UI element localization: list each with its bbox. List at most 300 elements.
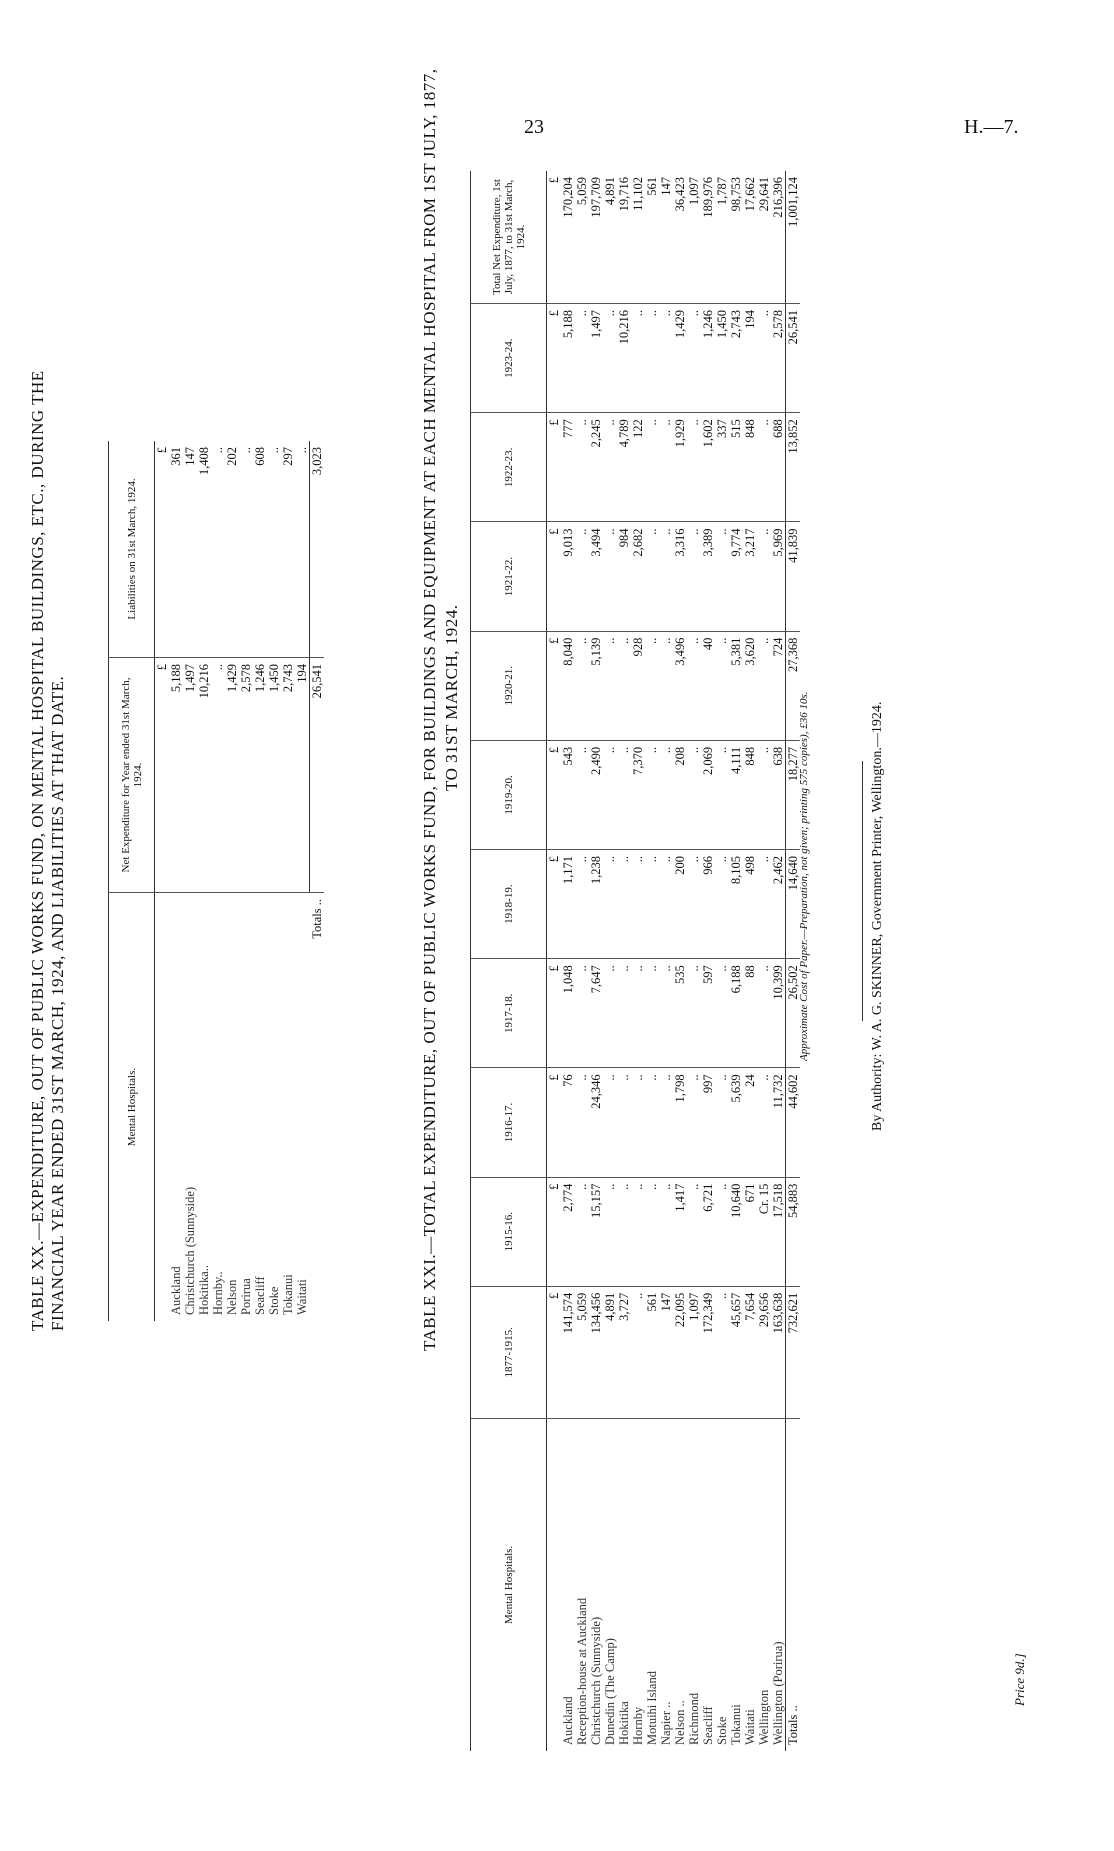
table20-unit-liab: £ — [155, 441, 170, 657]
value-cell: 561 — [645, 1286, 659, 1418]
value-cell: .. — [617, 631, 631, 740]
value-cell: 163,638 — [771, 1286, 786, 1418]
value-cell: 2,462 — [771, 850, 786, 959]
value-cell: 2,774 — [561, 1177, 575, 1286]
value-cell: 76 — [561, 1068, 575, 1177]
value-cell: .. — [687, 304, 701, 413]
value-cell: .. — [687, 522, 701, 631]
value-cell: 1,450 — [715, 304, 729, 413]
table21-unit: £ — [547, 1177, 562, 1286]
value-cell: .. — [687, 1177, 701, 1286]
table-row — [701, 171, 715, 1751]
value-cell: 3,389 — [701, 522, 715, 631]
value-cell: 17,662 — [743, 171, 757, 304]
table21-unit: £ — [547, 171, 562, 304]
total-cell: 1,001,124 — [786, 171, 801, 304]
table21-unit: £ — [547, 631, 562, 740]
hospital-name: Motuihi Island — [645, 1671, 659, 1745]
hospital-name: Hornby — [631, 1706, 645, 1745]
value-cell: 1,497 — [589, 304, 603, 413]
value-cell: .. — [659, 740, 673, 849]
price-note: Price 9d.] — [1012, 1653, 1027, 1706]
value-cell: .. — [687, 740, 701, 849]
liability-cell: .. — [267, 441, 281, 657]
value-cell: 197,709 — [589, 171, 603, 304]
value-cell: .. — [715, 631, 729, 740]
value-cell: 688 — [771, 413, 786, 522]
value-cell: .. — [645, 631, 659, 740]
value-cell: 671 — [743, 1177, 757, 1286]
value-cell: 134,456 — [589, 1286, 603, 1418]
table20-col-liabilities: Liabilities on 31st March, 1924. — [109, 441, 155, 657]
value-cell: .. — [659, 1068, 673, 1177]
value-cell: 848 — [743, 413, 757, 522]
value-cell: 6,721 — [701, 1177, 715, 1286]
value-cell: 1,929 — [673, 413, 687, 522]
table20-title: TABLE XX.—EXPENDITURE, OUT OF PUBLIC WORKS FUND, ON MENTAL HOSPITAL BUILDINGS, ETC., DURING THE FINANCIAL YEAR ENDED 31ST MARCH, 1924, AND LIABILITIES AT THAT DATE. — [28, 370, 67, 1331]
value-cell: .. — [575, 740, 589, 849]
document-reference: H.—7. — [964, 116, 1019, 138]
hospital-name: Stoke — [267, 1286, 281, 1315]
table20-total-liab: 3,023 — [310, 441, 325, 657]
value-cell: .. — [659, 413, 673, 522]
value-cell: 1,048 — [561, 959, 575, 1068]
value-cell: .. — [645, 304, 659, 413]
value-cell: 1,429 — [673, 304, 687, 413]
value-cell: 638 — [771, 740, 786, 849]
value-cell: 337 — [715, 413, 729, 522]
table-row — [589, 171, 603, 1751]
hospital-name: Auckland — [169, 1266, 183, 1315]
value-cell: 597 — [701, 959, 715, 1068]
table-row — [673, 171, 687, 1751]
value-cell: 561 — [645, 171, 659, 304]
value-cell: 2,682 — [631, 522, 645, 631]
value-cell: .. — [687, 850, 701, 959]
hospital-name: Nelson — [225, 1279, 239, 1315]
total-cell: 41,839 — [786, 522, 801, 631]
table21-col-header: 1918-19. — [471, 850, 547, 959]
expenditure-cell: 1,450 — [267, 657, 281, 892]
total-cell: 54,883 — [786, 1177, 801, 1286]
total-cell: 44,602 — [786, 1068, 801, 1177]
table-row — [281, 441, 295, 1321]
value-cell: .. — [603, 740, 617, 849]
liability-cell: 297 — [281, 441, 295, 657]
value-cell: 45,657 — [729, 1286, 743, 1418]
value-cell: .. — [575, 850, 589, 959]
value-cell: 24,346 — [589, 1068, 603, 1177]
value-cell: 7,647 — [589, 959, 603, 1068]
table-row — [743, 171, 757, 1751]
value-cell: .. — [757, 1068, 771, 1177]
value-cell: 189,976 — [701, 171, 715, 304]
total-cell: 13,852 — [786, 413, 801, 522]
value-cell: .. — [603, 413, 617, 522]
table21 — [470, 171, 800, 1751]
table-row — [659, 171, 673, 1751]
table21-col-header: 1877-1915. — [471, 1286, 547, 1418]
value-cell: .. — [687, 413, 701, 522]
hospital-name: Stoke — [715, 1716, 729, 1745]
table21-title-line2: TO 31ST MARCH, 1924. — [442, 604, 461, 791]
table21-col-header: 1917-18. — [471, 959, 547, 1068]
total-cell: 27,368 — [786, 631, 801, 740]
table20-total-exp: 26,541 — [310, 657, 325, 892]
value-cell: 24 — [743, 1068, 757, 1177]
value-cell: 4,111 — [729, 740, 743, 849]
value-cell: .. — [757, 740, 771, 849]
value-cell: 5,059 — [575, 1286, 589, 1418]
total-cell: 14,640 — [786, 850, 801, 959]
value-cell: .. — [575, 1068, 589, 1177]
value-cell: .. — [645, 1177, 659, 1286]
value-cell: .. — [757, 631, 771, 740]
value-cell: 3,316 — [673, 522, 687, 631]
footer-rule — [862, 761, 863, 1021]
expenditure-cell: 1,497 — [183, 657, 197, 892]
table-row — [295, 441, 310, 1321]
value-cell: .. — [659, 959, 673, 1068]
value-cell: .. — [659, 850, 673, 959]
expenditure-cell: 1,429 — [225, 657, 239, 892]
value-cell: .. — [659, 1177, 673, 1286]
value-cell: 5,639 — [729, 1068, 743, 1177]
value-cell: 1,097 — [687, 171, 701, 304]
value-cell: .. — [617, 959, 631, 1068]
value-cell: 8,105 — [729, 850, 743, 959]
value-cell: .. — [603, 959, 617, 1068]
value-cell: 7,370 — [631, 740, 645, 849]
value-cell: 2,743 — [729, 304, 743, 413]
value-cell: 10,216 — [617, 304, 631, 413]
value-cell: 170,204 — [561, 171, 575, 304]
value-cell: 15,157 — [589, 1177, 603, 1286]
table21-col-header: 1916-17. — [471, 1068, 547, 1177]
value-cell: .. — [645, 959, 659, 1068]
table21-unit: £ — [547, 413, 562, 522]
liability-cell: 1,408 — [197, 441, 211, 657]
expenditure-cell: 1,246 — [253, 657, 267, 892]
value-cell: 3,620 — [743, 631, 757, 740]
hospital-name: Reception-house at Auckland — [575, 1597, 589, 1745]
value-cell: Cr. 15 — [757, 1177, 771, 1286]
value-cell: .. — [715, 850, 729, 959]
hospital-name: Christchurch (Sunnyside) — [589, 1616, 603, 1745]
value-cell: .. — [603, 631, 617, 740]
value-cell: .. — [715, 959, 729, 1068]
authority-line: By Authority: W. A. G. SKINNER, Government Printer, Wellington.—1924. — [870, 701, 885, 1131]
cost-note: Approximate Cost of Paper.—Preparation, not given; printing 575 copies), £36 10s. — [798, 691, 810, 1061]
value-cell: .. — [603, 850, 617, 959]
hospital-name: Porirua — [239, 1278, 253, 1315]
table21-totals-label: Totals .. — [786, 1705, 800, 1745]
table-row — [225, 441, 239, 1321]
value-cell: 498 — [743, 850, 757, 959]
value-cell: .. — [645, 522, 659, 631]
table-row — [561, 171, 575, 1751]
value-cell: .. — [631, 850, 645, 959]
liability-cell: .. — [239, 441, 253, 657]
value-cell: 10,640 — [729, 1177, 743, 1286]
table21-title-line1: TABLE XXI.—TOTAL EXPENDITURE, OUT OF PUBLIC WORKS FUND, FOR BUILDINGS AND EQUIPMENT AT EACH MENTAL HOSPITAL FROM 1ST JULY, 1877, — [420, 68, 439, 1351]
table20-col-expenditure: Net Expenditure for Year ended 31st March, 1924. — [109, 657, 155, 892]
value-cell: .. — [645, 413, 659, 522]
value-cell: 36,423 — [673, 171, 687, 304]
value-cell: 4,891 — [603, 171, 617, 304]
value-cell: 2,069 — [701, 740, 715, 849]
hospital-name: Nelson .. — [673, 1700, 687, 1745]
table-row — [253, 441, 267, 1321]
value-cell: 1,798 — [673, 1068, 687, 1177]
value-cell: .. — [757, 850, 771, 959]
value-cell: .. — [687, 959, 701, 1068]
value-cell: 147 — [659, 1286, 673, 1418]
table21-unit: £ — [547, 1068, 562, 1177]
table21-unit: £ — [547, 959, 562, 1068]
table21-col-header: 1920-21. — [471, 631, 547, 740]
value-cell: 1,787 — [715, 171, 729, 304]
value-cell: 4,891 — [603, 1286, 617, 1418]
value-cell: 4,789 — [617, 413, 631, 522]
value-cell: 172,349 — [701, 1286, 715, 1418]
value-cell: 984 — [617, 522, 631, 631]
value-cell: 194 — [743, 304, 757, 413]
value-cell: 11,102 — [631, 171, 645, 304]
value-cell: .. — [715, 1286, 729, 1418]
value-cell: 515 — [729, 413, 743, 522]
table-row — [603, 171, 617, 1751]
value-cell: .. — [575, 631, 589, 740]
table21-unit: £ — [547, 304, 562, 413]
total-cell: 26,541 — [786, 304, 801, 413]
value-cell: .. — [631, 1286, 645, 1418]
value-cell: .. — [687, 1068, 701, 1177]
value-cell: 2,578 — [771, 304, 786, 413]
value-cell: .. — [575, 1177, 589, 1286]
value-cell: 1,602 — [701, 413, 715, 522]
table-row — [687, 171, 701, 1751]
value-cell: 777 — [561, 413, 575, 522]
value-cell: 5,139 — [589, 631, 603, 740]
value-cell: 11,732 — [771, 1068, 786, 1177]
value-cell: 9,774 — [729, 522, 743, 631]
value-cell: .. — [603, 1068, 617, 1177]
value-cell: 535 — [673, 959, 687, 1068]
value-cell: 147 — [659, 171, 673, 304]
value-cell: 3,496 — [673, 631, 687, 740]
liability-cell: 608 — [253, 441, 267, 657]
value-cell: 2,245 — [589, 413, 603, 522]
hospital-name: Christchurch (Sunnyside) — [183, 1186, 197, 1315]
value-cell: .. — [687, 631, 701, 740]
value-cell: 98,753 — [729, 171, 743, 304]
value-cell: 10,399 — [771, 959, 786, 1068]
value-cell: 1,246 — [701, 304, 715, 413]
value-cell: .. — [575, 959, 589, 1068]
value-cell: .. — [715, 1177, 729, 1286]
value-cell: 966 — [701, 850, 715, 959]
hospital-name: Waitati — [743, 1709, 757, 1745]
value-cell: .. — [617, 740, 631, 849]
expenditure-cell: .. — [211, 657, 225, 892]
value-cell: 848 — [743, 740, 757, 849]
table21-col-header: Mental Hospitals. — [502, 1545, 515, 1625]
value-cell: 724 — [771, 631, 786, 740]
table21-col-header: Total Net Expenditure, 1st July, 1877, to 31st March, 1924. — [471, 171, 547, 304]
value-cell: 928 — [631, 631, 645, 740]
value-cell: 997 — [701, 1068, 715, 1177]
table-row — [757, 171, 771, 1751]
table-row — [631, 171, 645, 1751]
table21-unit-blank — [547, 1418, 562, 1751]
hospital-name: Napier .. — [659, 1701, 673, 1745]
table21-unit: £ — [547, 522, 562, 631]
hospital-name: Hokitika — [617, 1701, 631, 1745]
value-cell: .. — [575, 304, 589, 413]
table21-col-header: 1923-24. — [471, 304, 547, 413]
value-cell: 5,188 — [561, 304, 575, 413]
value-cell: 122 — [631, 413, 645, 522]
value-cell: 1,238 — [589, 850, 603, 959]
value-cell: .. — [715, 1068, 729, 1177]
value-cell: 200 — [673, 850, 687, 959]
hospital-name: Tokanui — [729, 1704, 743, 1745]
value-cell: .. — [715, 740, 729, 849]
value-cell: 2,490 — [589, 740, 603, 849]
hospital-name: Wellington — [757, 1689, 771, 1745]
expenditure-cell: 2,743 — [281, 657, 295, 892]
value-cell: .. — [603, 1177, 617, 1286]
value-cell: 5,969 — [771, 522, 786, 631]
value-cell: .. — [757, 522, 771, 631]
table21-unit: £ — [547, 1286, 562, 1418]
hospital-name: Tokanui — [281, 1274, 295, 1315]
hospital-name: Hokitika.. — [197, 1265, 211, 1315]
table-row — [197, 441, 211, 1321]
value-cell: 543 — [561, 740, 575, 849]
value-cell: .. — [617, 1177, 631, 1286]
value-cell: 40 — [701, 631, 715, 740]
value-cell: 3,727 — [617, 1286, 631, 1418]
table-row — [617, 171, 631, 1751]
hospital-name: Seacliff — [701, 1706, 715, 1745]
value-cell: 7,654 — [743, 1286, 757, 1418]
table21-col-header: 1922-23. — [471, 413, 547, 522]
value-cell: 17,518 — [771, 1177, 786, 1286]
table20-col-hospitals: Mental Hospitals. — [125, 1067, 138, 1147]
liability-cell: .. — [295, 441, 310, 657]
table21-unit: £ — [547, 740, 562, 849]
table20-totals-label: Totals .. — [309, 899, 324, 939]
table-row — [211, 441, 225, 1321]
value-cell: .. — [659, 304, 673, 413]
value-cell: 88 — [743, 959, 757, 1068]
table-row — [239, 441, 253, 1321]
value-cell: .. — [659, 522, 673, 631]
value-cell: 3,217 — [743, 522, 757, 631]
value-cell: 1,097 — [687, 1286, 701, 1418]
page-number: 23 — [524, 116, 544, 138]
value-cell: .. — [603, 304, 617, 413]
expenditure-cell: 10,216 — [197, 657, 211, 892]
value-cell: .. — [645, 850, 659, 959]
value-cell: 216,396 — [771, 171, 786, 304]
value-cell: 9,013 — [561, 522, 575, 631]
value-cell: 5,059 — [575, 171, 589, 304]
value-cell: .. — [631, 1068, 645, 1177]
total-cell: 732,621 — [786, 1286, 801, 1418]
hospital-name: Auckland — [561, 1696, 575, 1745]
value-cell: .. — [757, 413, 771, 522]
value-cell: .. — [715, 522, 729, 631]
value-cell: 1,171 — [561, 850, 575, 959]
expenditure-cell: 194 — [295, 657, 310, 892]
hospital-name: Waitati — [295, 1279, 309, 1315]
value-cell: .. — [631, 959, 645, 1068]
table-row — [575, 171, 589, 1751]
value-cell: 29,641 — [757, 171, 771, 304]
hospital-name: Hornby.. — [211, 1271, 225, 1315]
liability-cell: 361 — [169, 441, 183, 657]
table-row — [267, 441, 281, 1321]
value-cell: 1,417 — [673, 1177, 687, 1286]
table-row — [729, 171, 743, 1751]
table-row — [645, 171, 659, 1751]
table-row — [715, 171, 729, 1751]
hospital-name: Dunedin (The Camp) — [603, 1638, 617, 1745]
table-row — [169, 441, 183, 1321]
value-cell: .. — [631, 304, 645, 413]
hospital-name: Richmond — [687, 1692, 701, 1745]
table21-col-header: 1921-22. — [471, 522, 547, 631]
value-cell: 8,040 — [561, 631, 575, 740]
hospital-name: Seacliff — [253, 1276, 267, 1315]
liability-cell: 202 — [225, 441, 239, 657]
value-cell: 3,494 — [589, 522, 603, 631]
expenditure-cell: 5,188 — [169, 657, 183, 892]
value-cell: .. — [603, 522, 617, 631]
total-cell: 18,277 — [786, 740, 801, 849]
value-cell: 19,716 — [617, 171, 631, 304]
liability-cell: .. — [211, 441, 225, 657]
table21-col-header: 1915-16. — [471, 1177, 547, 1286]
value-cell: 22,095 — [673, 1286, 687, 1418]
value-cell: 208 — [673, 740, 687, 849]
value-cell: .. — [757, 304, 771, 413]
value-cell: 5,381 — [729, 631, 743, 740]
total-cell: 26,502 — [786, 959, 801, 1068]
value-cell: .. — [645, 740, 659, 849]
value-cell: .. — [757, 959, 771, 1068]
value-cell: .. — [575, 413, 589, 522]
table20-unit-exp: £ — [155, 657, 170, 892]
value-cell: .. — [631, 1177, 645, 1286]
value-cell: .. — [645, 1068, 659, 1177]
value-cell: .. — [659, 631, 673, 740]
value-cell: 141,574 — [561, 1286, 575, 1418]
value-cell: .. — [617, 850, 631, 959]
hospital-name: Wellington (Porirua) — [771, 1641, 785, 1745]
value-cell: 6,188 — [729, 959, 743, 1068]
value-cell: .. — [575, 522, 589, 631]
table20 — [108, 441, 324, 1321]
table21-unit: £ — [547, 850, 562, 959]
table-row — [183, 441, 197, 1321]
liability-cell: 147 — [183, 441, 197, 657]
expenditure-cell: 2,578 — [239, 657, 253, 892]
table-row — [771, 171, 786, 1751]
